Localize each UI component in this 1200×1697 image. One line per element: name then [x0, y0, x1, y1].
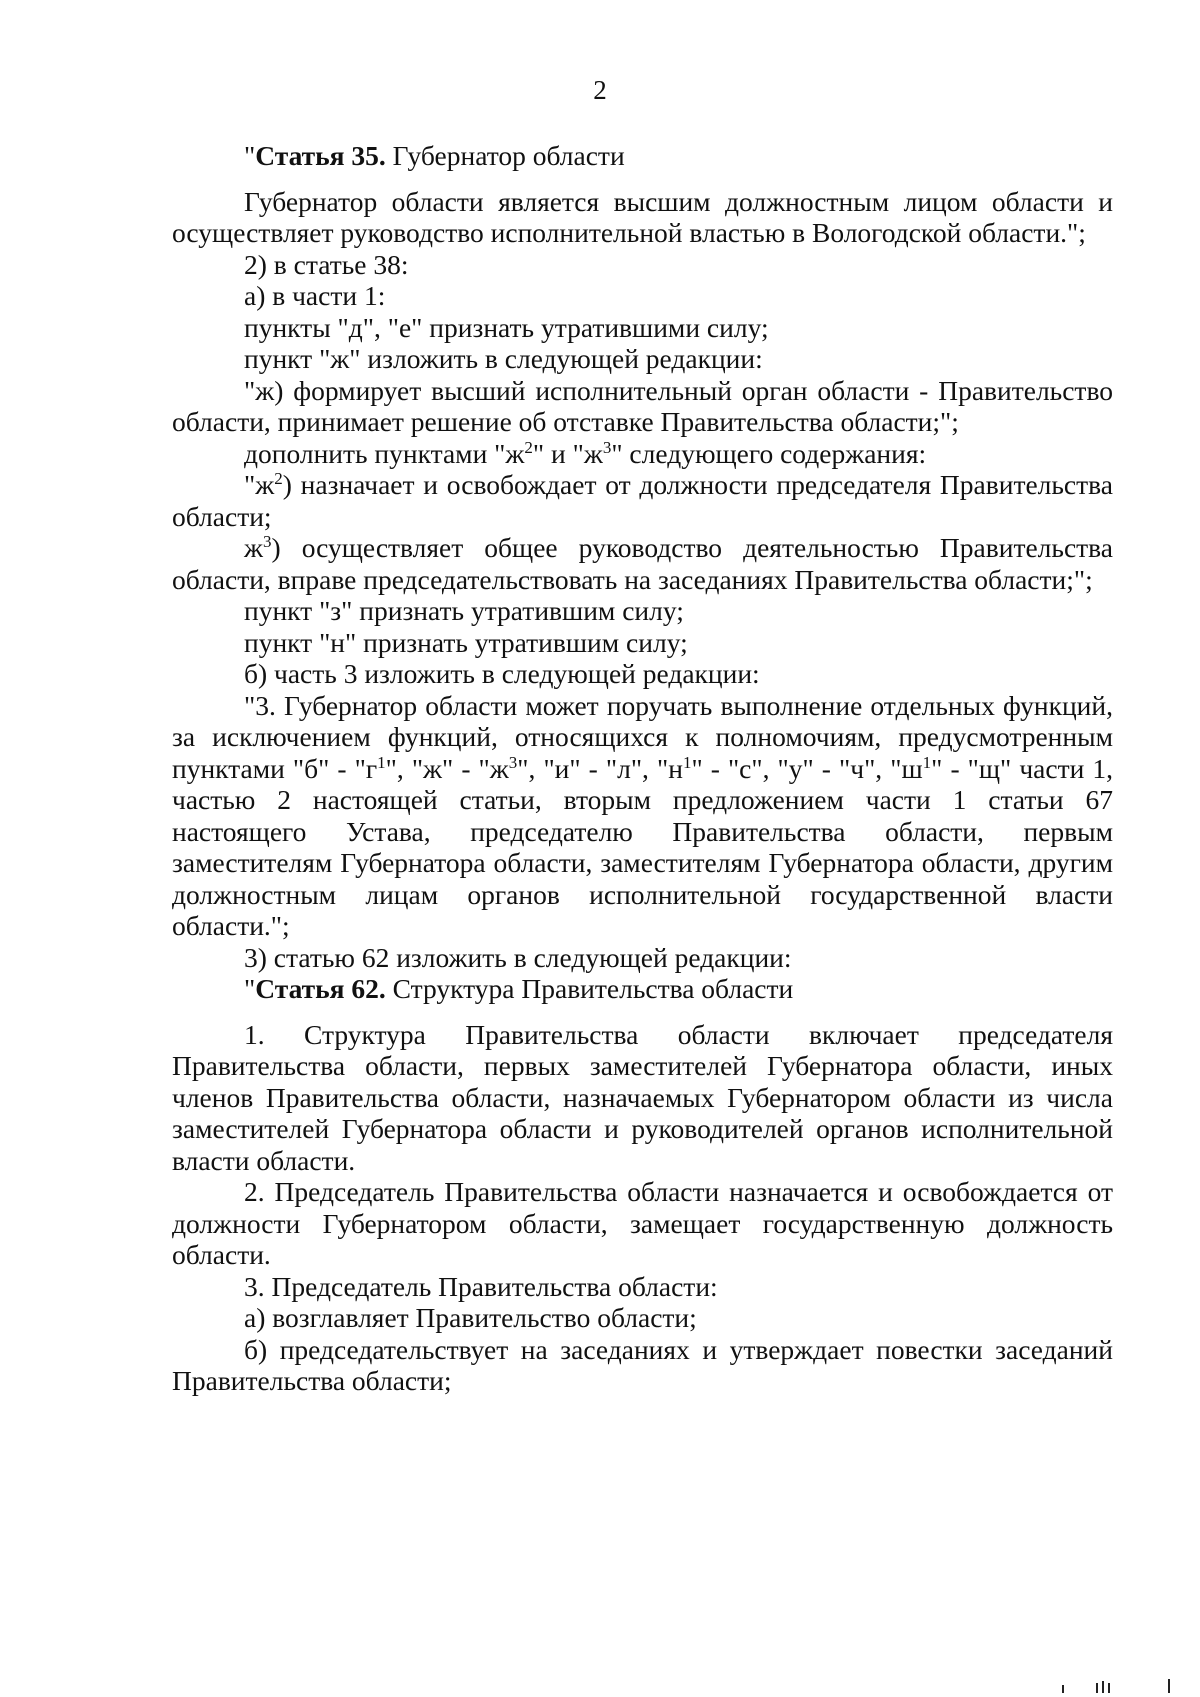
- scan-mark: [1102, 1681, 1104, 1693]
- article-62-part-3: 3. Председатель Правительства области:: [244, 1270, 718, 1302]
- zh3-text-a: ж: [244, 532, 264, 563]
- part3-text-a: "3. Губернатор области может поручать выполнение отдельных функций, за исключением функций, относящихся к полномочиям, предусмотренным пунктами "б" - "г: [172, 689, 1113, 784]
- article-35-heading: [172, 140, 1113, 172]
- part3-text-d: " - "с", "у" - "ч", "ш: [691, 752, 923, 784]
- article-62-heading: [172, 973, 1113, 1005]
- article-38-item-zh3: [172, 532, 1113, 595]
- article-35-open-quote: ": [244, 140, 256, 171]
- part3-text-c: ", "и" - "л", "н: [517, 752, 683, 784]
- article-38-part-3-intro: б) часть 3 изложить в следующей редакции:: [244, 658, 760, 689]
- part3-sup-4: 1: [922, 752, 932, 772]
- article-35-body: Губернатор области является высшим должностным лицом области и осуществляет руководство исполнительной властью в Вологодской области.";: [172, 185, 1113, 248]
- article-38-item-z: пункт "з" признать утратившим силу;: [244, 595, 684, 626]
- scan-mark: [1168, 1679, 1170, 1693]
- zh2-text-b: ) назначает и освобождает от должности председателя Правительства области;: [172, 469, 1113, 532]
- article-38-item-zh-intro: пункт "ж" изложить в следующей редакции:: [244, 343, 763, 374]
- article-62-part-3-b: б) председательствует на заседаниях и утверждает повестки заседаний Правительства области;: [172, 1333, 1113, 1396]
- scan-marks: [1056, 1671, 1176, 1693]
- article-38-item-zh-text: "ж) формирует высший исполнительный орган области - Правительство области, принимает решение об отставке Правительства области;";: [172, 374, 1113, 437]
- add-items-text-b: " и "ж: [532, 437, 603, 469]
- article-62-label: Статья 62.: [255, 973, 386, 1004]
- zh2-text-a: "ж: [244, 469, 275, 500]
- article-62-title: Структура Правительства области: [385, 973, 794, 1004]
- add-items-sup-1: 2: [524, 437, 533, 457]
- document-body: [172, 140, 1113, 1397]
- article-38-item-zh2: [172, 469, 1113, 532]
- part3-text-b: ", "ж" - "ж: [385, 752, 509, 784]
- article-38-part-1: а) в части 1:: [244, 280, 386, 311]
- article-38-item-n: пункт "н" признать утратившим силу;: [244, 626, 688, 658]
- scan-mark: [1108, 1683, 1110, 1693]
- article-35-label: Статья 35.: [255, 140, 386, 171]
- zh3-text-b: ) осуществляет общее руководство деятельностью Правительства области, вправе председательствовать на заседаниях Правительства области;";: [172, 532, 1113, 595]
- part3-text-e: " - "щ" части 1, частью 2 настоящей статьи, вторым предложением части 1 статьи 67 настоящего Устава, председателю Правительства области, первым заместителям Губернатора области, заместителям Губернатора области, другим должностным лицам органов исполнительной государственной власти области.";: [172, 752, 1114, 941]
- article-38-intro: 2) в статье 38:: [244, 248, 409, 280]
- article-62-open-quote: ": [244, 973, 256, 1004]
- article-35-title: Губернатор области: [385, 140, 625, 171]
- article-62-part-3-a: а) возглавляет Правительство области;: [244, 1302, 697, 1333]
- article-62-intro: 3) статью 62 изложить в следующей редакции:: [244, 941, 792, 973]
- scan-mark: [1062, 1685, 1064, 1693]
- article-62-part-1: 1. Структура Правительства области включает председателя Правительства области, первых заместителей Губернатора области, иных членов Правительства области, назначаемых Губернатором области из числа заместителей Губернатора области и руководителей органов исполнительной власти области.: [172, 1018, 1113, 1176]
- part3-sup-3: 1: [682, 752, 692, 772]
- article-38-add-items: [172, 438, 1113, 470]
- part3-sup-2: 3: [508, 752, 518, 772]
- zh2-sup: 2: [274, 468, 283, 488]
- article-38-part-3-text: [172, 690, 1113, 942]
- add-items-sup-2: 3: [602, 437, 612, 457]
- zh3-sup: 3: [263, 531, 272, 551]
- article-38-items-d-e: пункты "д", "е" признать утратившими силу;: [244, 311, 769, 343]
- article-62-part-2: 2. Председатель Правительства области назначается и освобождается от должности Губернатором области, замещает государственную должность области.: [172, 1176, 1113, 1270]
- add-items-text-c: " следующего содержания:: [611, 437, 927, 469]
- part3-sup-1: 1: [377, 752, 386, 772]
- scan-mark: [1096, 1683, 1098, 1693]
- page-number: 2: [593, 75, 607, 105]
- add-items-text-a: дополнить пунктами "ж: [244, 437, 525, 469]
